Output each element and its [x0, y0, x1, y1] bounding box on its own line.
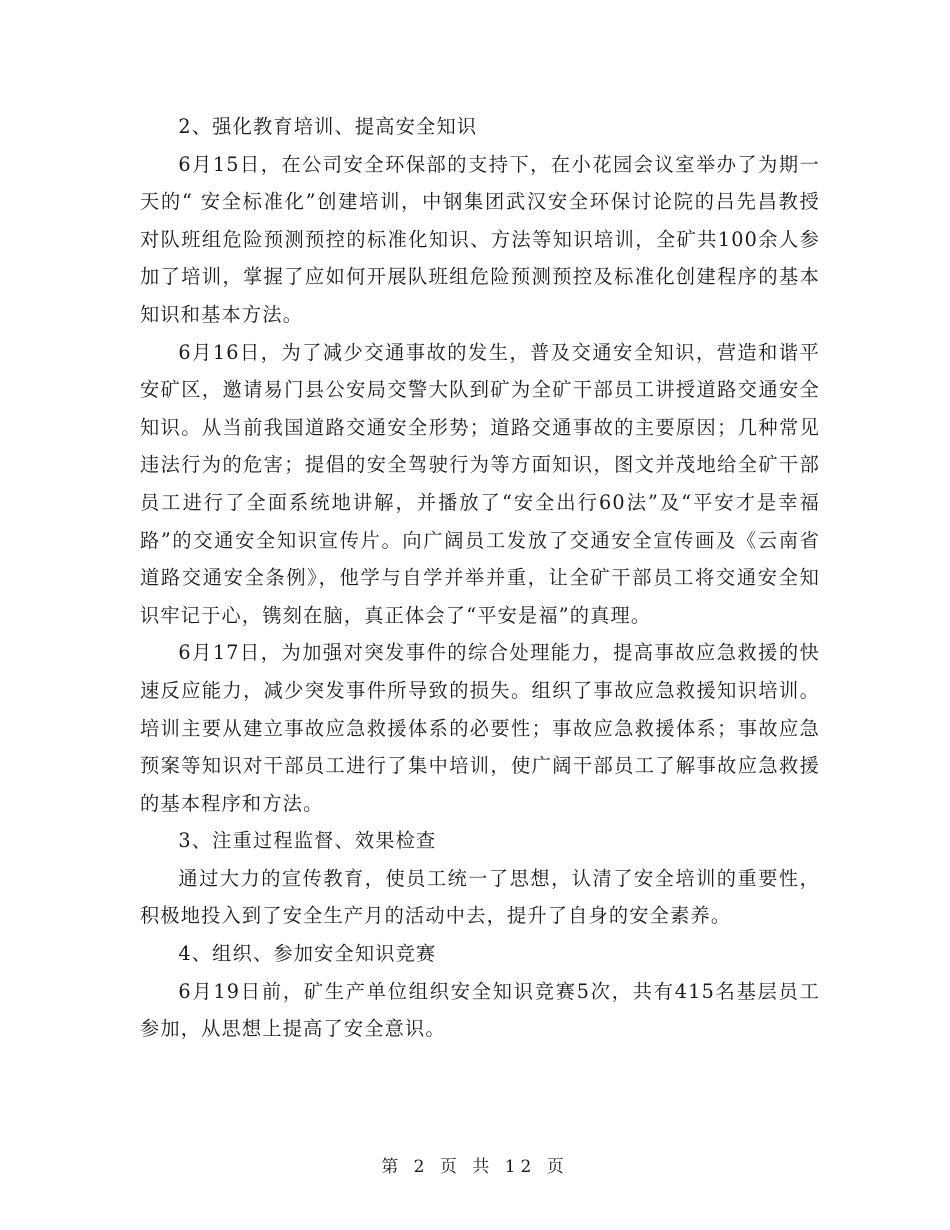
section-heading-2: 2、强化教育培训、提高安全知识: [178, 115, 478, 138]
paragraph-june-15-training: 6月15日，在公司安全环保部的支持下，在小花园会议室举办了为期一天的“ 安全标准化”创建培训，中钢集团武汉安全环保讨论院的吕先昌教授对队班组危险预测预控的标准化知识、方法等知识培训，全矿共100余人参加了培训，掌握了应如何开展队班组危险预测预控及标准化创建程序的基本知识和基本方法。: [140, 152, 820, 326]
paragraph-knowledge-contest: 6月19日前，矿生产单位组织安全知识竞赛5次，共有415名基层员工参加，从思想上提高了安全意识。: [140, 979, 820, 1041]
paragraph-june-16-traffic-safety: 6月16日，为了减少交通事故的发生，普及交通安全知识，营造和谐平安矿区，邀请易门县公安局交警大队到矿为全矿干部员工讲授道路交通安全知识。从当前我国道路交通安全形势；道路交通事故的主要原因；几种常见违法行为的危害；提倡的安全驾驶行为等方面知识，图文并茂地给全矿干部员工进行了全面系统地讲解，并播放了“安全出行60法”及“平安才是幸福路”的交通安全知识宣传片。向广阔员工发放了交通安全宣传画及《云南省道路交通安全条例》，他学与自学并举并重，让全矿干部员工将交通安全知识牢记于心，镌刻在脑，真正体会了“平安是福”的真理。: [140, 340, 820, 627]
document-body: [140, 108, 820, 1048]
paragraph-supervision-effect: 通过大力的宣传教育，使员工统一了思想，认清了安全培训的重要性，积极地投入到了安全生产月的活动中去，提升了自身的安全素养。: [140, 866, 820, 928]
paragraph-june-17-emergency-rescue: 6月17日，为加强对突发事件的综合处理能力，提高事故应急救援的快速反应能力，减少突发事件所导致的损失。组织了事故应急救援知识培训。培训主要从建立事故应急救援体系的必要性；事故应急救援体系；事故应急预案等知识对干部员工进行了集中培训，使广阔干部员工了解事故应急救援的基本程序和方法。: [140, 641, 820, 815]
page-number-footer: 第 2 页 共 12 页: [381, 1157, 569, 1177]
section-heading-3: 3、注重过程监督、效果检查: [178, 829, 437, 853]
section-heading-4: 4、组织、参加安全知识竞赛: [178, 942, 437, 966]
